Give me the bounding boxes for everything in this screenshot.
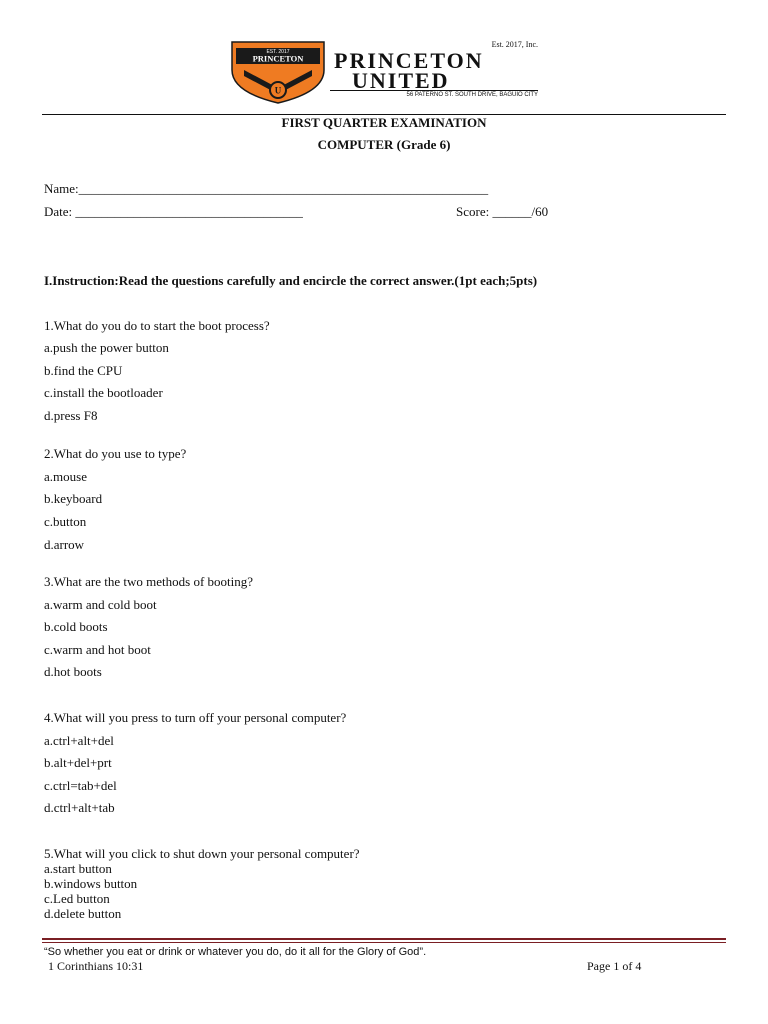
choice-4b: b.alt+del+prt [44, 755, 112, 770]
choice-5b: b.windows button [44, 876, 138, 891]
choice-1d: d.press F8 [44, 408, 98, 423]
choice-3c: c.warm and hot boot [44, 642, 151, 657]
est-inc: Est. 2017, Inc. [491, 40, 538, 49]
question-5: 5.What will you click to shut down your personal computer? [44, 846, 360, 861]
footer-reference: 1 Corinthians 10:31 [48, 959, 144, 973]
brand-line-1: PRINCETON [334, 48, 484, 73]
date-field: Date: ___________________________________ [44, 204, 303, 219]
choice-2c: c.button [44, 514, 87, 529]
choice-5d: d.delete button [44, 906, 122, 921]
footer-divider-thick [42, 938, 726, 940]
brand-text [330, 40, 538, 104]
crest-shield-icon [230, 40, 326, 104]
choice-2b: b.keyboard [44, 491, 103, 506]
choice-1a: a.push the power button [44, 340, 169, 355]
choice-4c: c.ctrl=tab+del [44, 778, 117, 793]
choice-2d: d.arrow [44, 537, 85, 552]
brand-divider [330, 90, 538, 91]
exam-title: FIRST QUARTER EXAMINATION [281, 115, 487, 130]
school-logo [230, 40, 538, 104]
question-3: 3.What are the two methods of booting? [44, 574, 254, 589]
score-field: Score: ______/60 [456, 204, 549, 219]
choice-3b: b.cold boots [44, 619, 108, 634]
question-2: 2.What do you use to type? [44, 446, 187, 461]
choice-5a: a.start button [44, 861, 112, 876]
choice-1b: b.find the CPU [44, 363, 123, 378]
choice-3d: d.hot boots [44, 664, 102, 679]
choice-1c: c.install the bootloader [44, 385, 163, 400]
name-field: Name:_______________________________________________________________ [44, 181, 489, 196]
crest-est: EST. 2017 [266, 49, 290, 55]
question-4: 4.What will you press to turn off your personal computer? [44, 710, 347, 725]
footer-quote: “So whether you eat or drink or whatever you do, do it all for the Glory of God”. [44, 946, 427, 958]
question-1: 1.What do you do to start the boot process? [44, 318, 270, 333]
crest-name: PRINCETON [252, 53, 304, 64]
choice-5c: c.Led button [44, 891, 110, 906]
page-number: Page 1 of 4 [587, 959, 642, 973]
exam-subject: COMPUTER (Grade 6) [317, 137, 451, 152]
choice-2a: a.mouse [44, 469, 87, 484]
instruction: I.Instruction:Read the questions carefully and encircle the correct answer.(1pt each;5pts) [44, 273, 538, 288]
brand-line-2: UNITED [352, 68, 450, 93]
choice-4d: d.ctrl+alt+tab [44, 800, 115, 815]
school-address: 56 PATERNO ST. SOUTH DRIVE, BAGUIO CITY [406, 92, 538, 98]
crest-letter: U [274, 85, 282, 96]
choice-3a: a.warm and cold boot [44, 597, 157, 612]
footer-divider-thin [42, 942, 726, 943]
choice-4a: a.ctrl+alt+del [44, 733, 114, 748]
